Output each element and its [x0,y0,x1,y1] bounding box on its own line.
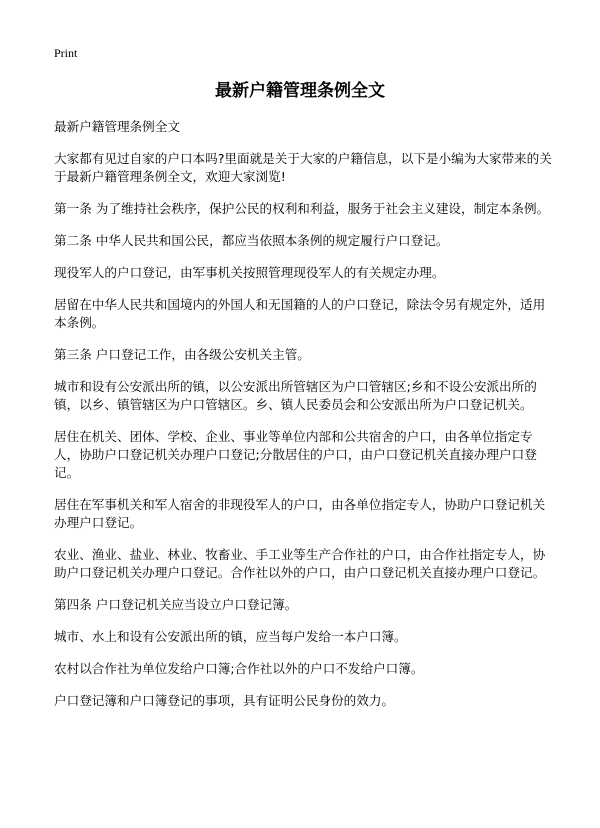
paragraph-article-4: 第四条 户口登记机关应当设立户口登记簿。 [54,597,298,612]
paragraph-non-active-military: 居住在军事机关和军人宿舍的非现役军人的户口，由各单位指定专人，协助户口登记机关办理户口登记。 [54,497,546,530]
paragraph-article-3: 第三条 户口登记工作，由各级公安机关主管。 [54,347,310,362]
paragraph-intro: 大家都有见过自家的户口本吗?里面就是关于大家的户籍信息，以下是小编为大家带来的关于最新户籍管理条例全文，欢迎大家浏览! [54,151,552,184]
print-link[interactable]: Print [54,46,78,60]
paragraph-legal-effect: 户口登记簿和户口簿登记的事项，具有证明公民身份的效力。 [54,693,395,708]
paragraph-article-2: 第二条 中华人民共和国公民，都应当依照本条例的规定履行户口登记。 [54,233,449,248]
document-subtitle: 最新户籍管理条例全文 [54,119,180,134]
paragraph-units-registration: 居住在机关、团体、学校、企业、事业等单位内部和公共宿舍的户口，由各单位指定专人，协助户口登记机关办理户口登记;分散居住的户口，由户口登记机关直接办理户口登记。 [54,429,537,480]
paragraph-household-book-city: 城市、水上和设有公安派出所的镇，应当每户发给一本户口簿。 [54,629,407,644]
paragraph-jurisdiction: 城市和设有公安派出所的镇，以公安派出所管辖区为户口管辖区;乡和不设公安派出所的镇，以乡、镇管辖区为户口管辖区。乡、镇人民委员会和公安派出所为户口登记机关。 [54,379,537,412]
paragraph-military-registration: 现役军人的户口登记，由军事机关按照管理现役军人的有关规定办理。 [54,265,445,280]
page-title: 最新户籍管理条例全文 [215,81,385,101]
paragraph-household-book-rural: 农村以合作社为单位发给户口簿;合作社以外的户口不发给户口簿。 [54,661,424,676]
paragraph-foreigners-registration: 居留在中华人民共和国境内的外国人和无国籍的人的户口登记，除法令另有规定外，适用本条例。 [54,297,546,330]
paragraph-article-1: 第一条 为了维持社会秩序，保护公民的权利和利益，服务于社会主义建设，制定本条例。 [54,201,550,216]
document-body [54,118,554,724]
paragraph-cooperatives: 农业、渔业、盐业、林业、牧畜业、手工业等生产合作社的户口，由合作社指定专人，协助户口登记机关办理户口登记。合作社以外的户口，由户口登记机关直接办理户口登记。 [54,547,546,580]
